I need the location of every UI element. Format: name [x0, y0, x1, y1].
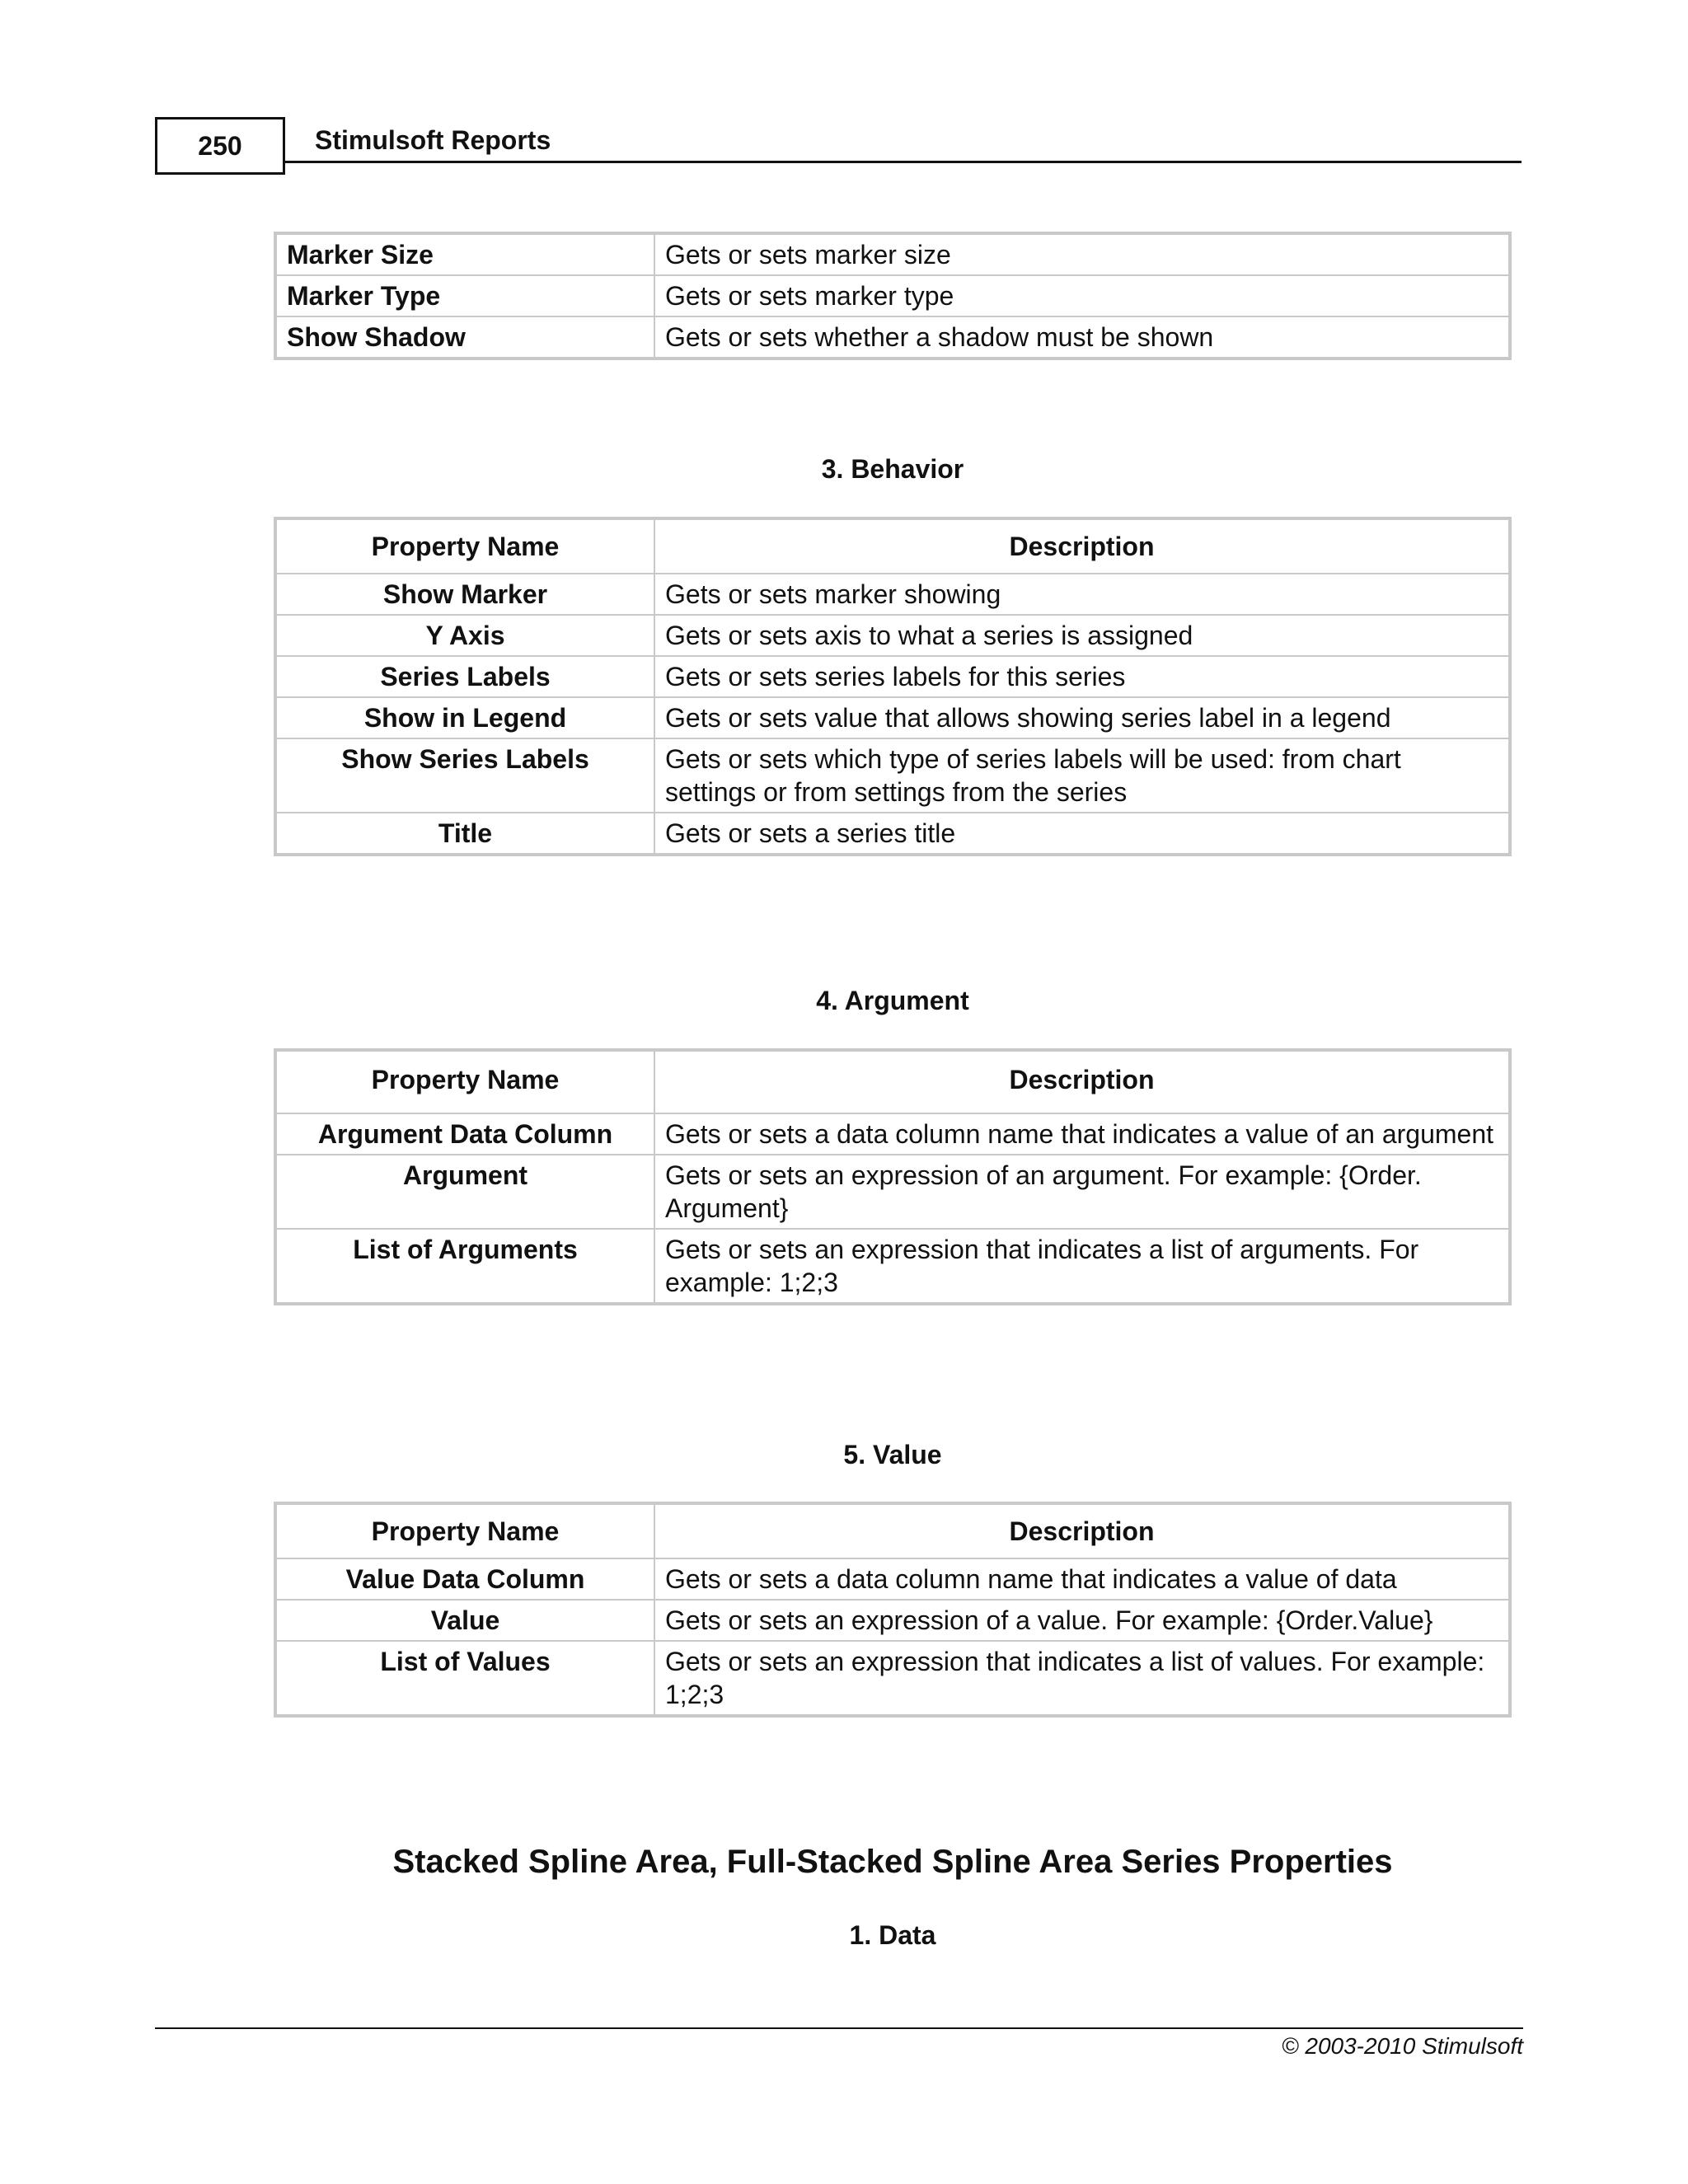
column-header-property-name: Property Name — [275, 1050, 654, 1113]
property-name: Title — [275, 813, 654, 855]
table-header-row — [275, 1050, 1510, 1113]
table-row — [275, 738, 1510, 813]
section-title-data: 1. Data — [849, 1920, 936, 1950]
property-description: Gets or sets which type of series labels will be used: from chart settings or from settings from the series — [654, 738, 1510, 813]
property-name: Argument Data Column — [275, 1113, 654, 1155]
table-row — [275, 1229, 1510, 1304]
section-title-value: 5. Value — [843, 1440, 942, 1469]
table-row — [275, 1600, 1510, 1641]
property-name: Show in Legend — [275, 697, 654, 738]
property-name: Marker Type — [275, 275, 654, 316]
table-row — [275, 1155, 1510, 1229]
table-row — [275, 275, 1510, 316]
property-description: Gets or sets value that allows showing series label in a legend — [654, 697, 1510, 738]
table-row — [275, 697, 1510, 738]
table-value — [274, 1502, 1512, 1718]
section-title-behavior: 3. Behavior — [821, 454, 964, 484]
property-name: Argument — [275, 1155, 654, 1229]
footer-copyright: © 2003-2010 Stimulsoft — [1281, 2033, 1523, 2059]
property-description: Gets or sets axis to what a series is assigned — [654, 615, 1510, 656]
property-name: Show Marker — [275, 574, 654, 615]
table-appearance-continued — [274, 232, 1512, 360]
column-header-description: Description — [654, 518, 1510, 574]
column-header-description: Description — [654, 1050, 1510, 1113]
property-name: Marker Size — [275, 233, 654, 275]
property-name: List of Values — [275, 1641, 654, 1716]
document-title: Stimulsoft Reports — [315, 125, 551, 155]
property-description: Gets or sets marker showing — [654, 574, 1510, 615]
table-row — [275, 1641, 1510, 1716]
property-description: Gets or sets an expression of a value. For example: {Order.Value} — [654, 1600, 1510, 1641]
table-header-row — [275, 518, 1510, 574]
table-argument — [274, 1048, 1512, 1305]
property-description: Gets or sets series labels for this series — [654, 656, 1510, 697]
property-description: Gets or sets a series title — [654, 813, 1510, 855]
property-description: Gets or sets an expression of an argument. For example: {Order. Argument} — [654, 1155, 1510, 1229]
table-row — [275, 656, 1510, 697]
table-row — [275, 615, 1510, 656]
column-header-property-name: Property Name — [275, 518, 654, 574]
property-description: Gets or sets an expression that indicates a list of arguments. For example: 1;2;3 — [654, 1229, 1510, 1304]
table-row — [275, 233, 1510, 275]
column-header-description: Description — [654, 1503, 1510, 1558]
property-name: Series Labels — [275, 656, 654, 697]
table-behavior — [274, 517, 1512, 856]
column-header-property-name: Property Name — [275, 1503, 654, 1558]
table-row — [275, 1113, 1510, 1155]
table-row — [275, 316, 1510, 359]
property-description: Gets or sets a data column name that indicates a value of an argument — [654, 1113, 1510, 1155]
property-name: Value — [275, 1600, 654, 1641]
footer-divider — [155, 2027, 1523, 2029]
property-description: Gets or sets whether a shadow must be shown — [654, 316, 1510, 359]
table-row — [275, 574, 1510, 615]
property-name: Show Series Labels — [275, 738, 654, 813]
property-name: Y Axis — [275, 615, 654, 656]
property-name: Show Shadow — [275, 316, 654, 359]
property-name: List of Arguments — [275, 1229, 654, 1304]
table-row — [275, 1558, 1510, 1600]
property-description: Gets or sets marker size — [654, 233, 1510, 275]
header-divider — [285, 161, 1522, 163]
section-title-argument: 4. Argument — [816, 986, 969, 1015]
property-description: Gets or sets marker type — [654, 275, 1510, 316]
table-row — [275, 813, 1510, 855]
page-number: 250 — [155, 117, 285, 175]
property-name: Value Data Column — [275, 1558, 654, 1600]
property-description: Gets or sets an expression that indicates a list of values. For example: 1;2;3 — [654, 1641, 1510, 1716]
section-heading-stacked-spline-area: Stacked Spline Area, Full-Stacked Spline Area Series Properties — [392, 1844, 1393, 1880]
table-header-row — [275, 1503, 1510, 1558]
property-description: Gets or sets a data column name that indicates a value of data — [654, 1558, 1510, 1600]
